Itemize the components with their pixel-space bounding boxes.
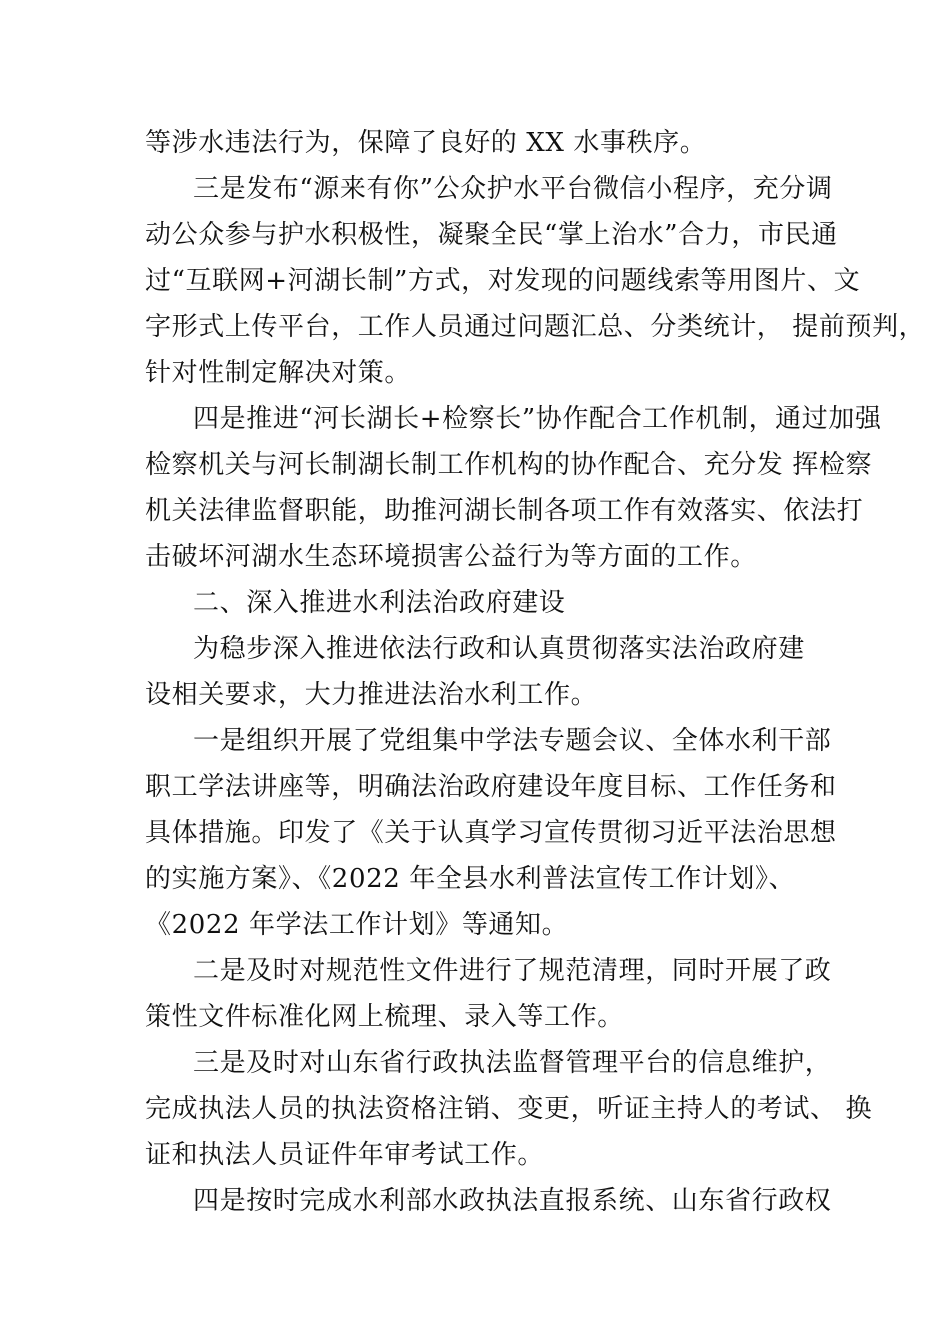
paragraph-start-line: 一是组织开展了党组集中学法专题会议、全体水利干部 (193, 726, 832, 756)
section-heading: 二、深入推进水利法治政府建设 (193, 588, 566, 618)
text-line-22: 完成执法人员的执法资格注销、变更，听证主持人的考试、 换 (145, 1094, 873, 1124)
paragraph-start-line: 三是发布“源来有你”公众护水平台微信小程序，充分调 (193, 174, 833, 204)
text-line-18: 《2022 年学法工作计划》等通知。 (145, 910, 569, 940)
text-line-3: 动公众参与护水积极性，凝聚全民“掌上治水”合力，市民通 (145, 220, 838, 250)
text-line-9: 机关法律监督职能，助推河湖长制各项工作有效落实、依法打 (145, 496, 864, 526)
text-line-10: 击破坏河湖水生态环境损害公益行为等方面的工作。 (145, 542, 757, 572)
text-line-8: 检察机关与河长制湖长制工作机构的协作配合、充分发 挥检察 (145, 450, 873, 480)
text-line-15: 职工学法讲座等，明确法治政府建设年度目标、工作任务和 (145, 772, 837, 802)
text-line-5: 字形式上传平台，工作人员通过问题汇总、分类统计， 提前预判， (145, 312, 926, 342)
text-line-16: 具体措施。印发了《关于认真学习宣传贯彻习近平法治思想 (145, 818, 837, 848)
paragraph-start-line: 为稳步深入推进依法行政和认真贯彻落实法治政府建 (193, 634, 805, 664)
text-line-1: 等涉水违法行为，保障了良好的 XX 水事秩序。 (145, 128, 707, 158)
paragraph-start-line: 三是及时对山东省行政执法监督管理平台的信息维护， (193, 1048, 832, 1078)
paragraph-start-line: 四是按时完成水利部水政执法直报系统、山东省行政权 (193, 1186, 832, 1216)
text-line-23: 证和执法人员证件年审考试工作。 (145, 1140, 545, 1170)
text-line-6: 针对性制定解决对策。 (145, 358, 412, 388)
text-line-13: 设相关要求，大力推进法治水利工作。 (145, 680, 598, 710)
paragraph-start-line: 四是推进“河长湖长+检察长”协作配合工作机制，通过加强 (193, 404, 882, 434)
paragraph-start-line: 二是及时对规范性文件进行了规范清理，同时开展了政 (193, 956, 832, 986)
text-line-4: 过“互联网+河湖长制”方式，对发现的问题线索等用图片、文 (145, 266, 861, 296)
text-line-17: 的实施方案》、《2022 年全县水利普法宣传工作计划》、 (145, 864, 796, 894)
text-line-20: 策性文件标准化网上梳理、录入等工作。 (145, 1002, 624, 1032)
